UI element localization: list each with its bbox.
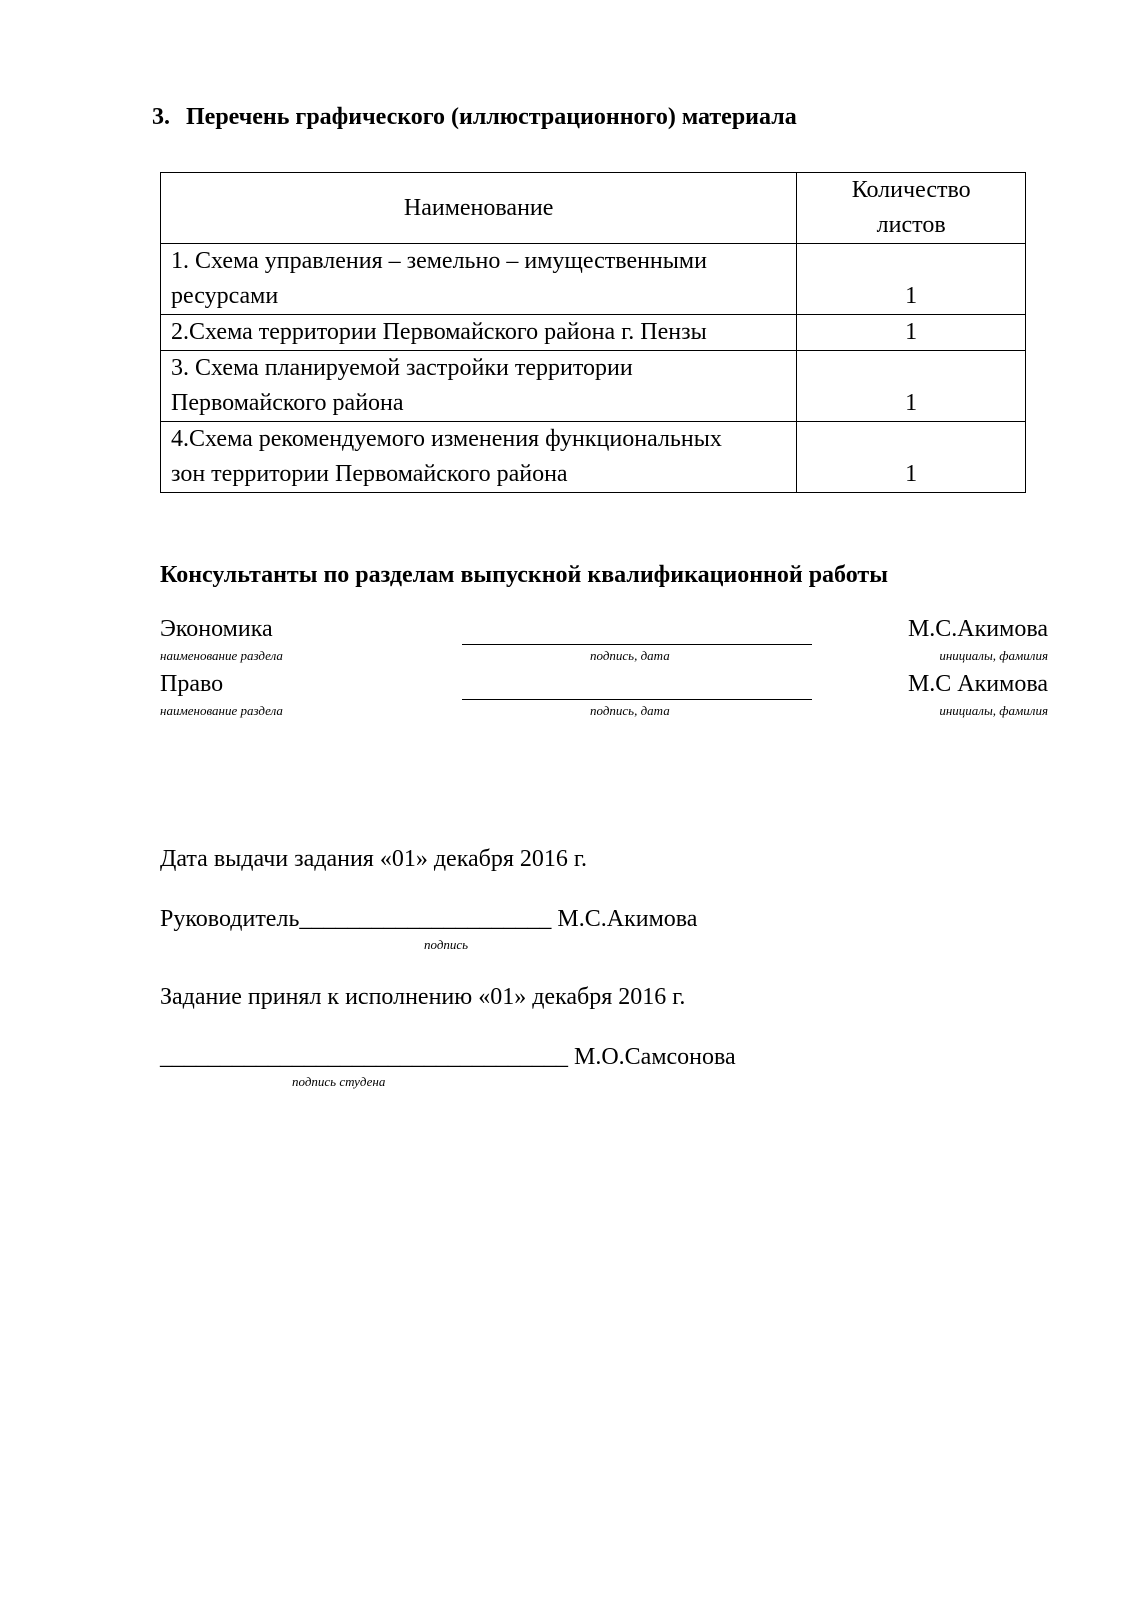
student-caption: подпись студена — [292, 1074, 386, 1089]
student-name: М.О.Самсонова — [574, 1044, 736, 1070]
table-row — [161, 422, 1026, 493]
caption-signature: подпись, дата — [590, 648, 670, 663]
student-line — [160, 1044, 736, 1071]
row-name-cell — [161, 315, 797, 351]
caption-section: наименование раздела — [160, 703, 283, 718]
row-count-cell: 1 — [797, 422, 1026, 493]
row-count-cell: 1 — [797, 351, 1026, 422]
row-name-line2: Первомайского района — [171, 390, 404, 416]
row-name-cell — [161, 422, 797, 493]
consultant-section: Экономика — [160, 616, 273, 642]
header-count-line1: Количество — [851, 177, 971, 203]
section-heading — [152, 104, 797, 131]
section-number: 3. — [152, 104, 170, 130]
table-row — [161, 315, 1026, 351]
consultant-section: Право — [160, 671, 224, 697]
consultant-row — [160, 671, 1048, 731]
caption-initials: инициалы, фамилия — [939, 648, 1048, 663]
caption-initials: инициалы, фамилия — [939, 703, 1048, 718]
header-count-cell — [797, 173, 1026, 244]
row-name-cell — [161, 244, 797, 315]
consultant-name: М.С.Акимова — [907, 616, 1048, 642]
table-row — [161, 351, 1026, 422]
header-name: Наименование — [403, 194, 554, 221]
materials-table — [160, 172, 1026, 493]
row-name-cell — [161, 351, 797, 422]
row-name-line2: ресурсами — [171, 283, 279, 309]
table-header-row — [161, 173, 1026, 244]
header-name-cell — [161, 173, 797, 244]
row-name-line1: 2.Схема территории Первомайского района г. Пензы — [171, 319, 707, 345]
supervisor-signature-line: _____________________ — [299, 906, 552, 932]
accepted-date: Задание принял к исполнению «01» декабря 2016 г. — [160, 984, 686, 1010]
caption-section: наименование раздела — [160, 648, 283, 663]
row-name-line1: 4.Схема рекомендуемого изменения функциональных — [171, 426, 722, 452]
row-name-line2: зон территории Первомайского района — [171, 461, 568, 487]
header-count-line2: листов — [876, 212, 946, 238]
section-title: Перечень графического (иллюстрационного) материала — [186, 104, 797, 130]
row-count-cell: 1 — [797, 315, 1026, 351]
row-name-line1: 3. Схема планируемой застройки территории — [171, 355, 633, 381]
supervisor-line — [160, 906, 697, 933]
signature-line — [462, 644, 812, 645]
row-count-cell: 1 — [797, 244, 1026, 315]
consultant-row — [160, 616, 1048, 676]
row-name-line1: 1. Схема управления – земельно – имущественными — [171, 248, 707, 274]
consultants-title: Консультанты по разделам выпускной квалификационной работы — [160, 562, 888, 588]
consultant-name: М.С Акимова — [907, 671, 1048, 697]
student-signature-line: __________________________________ — [160, 1044, 568, 1070]
table-row — [161, 244, 1026, 315]
supervisor-caption: подпись — [424, 937, 469, 952]
supervisor-label: Руководитель — [160, 906, 300, 932]
signature-line — [462, 699, 812, 700]
caption-signature: подпись, дата — [590, 703, 670, 718]
supervisor-name: М.С.Акимова — [557, 906, 698, 932]
issue-date: Дата выдачи задания «01» декабря 2016 г. — [160, 846, 588, 872]
